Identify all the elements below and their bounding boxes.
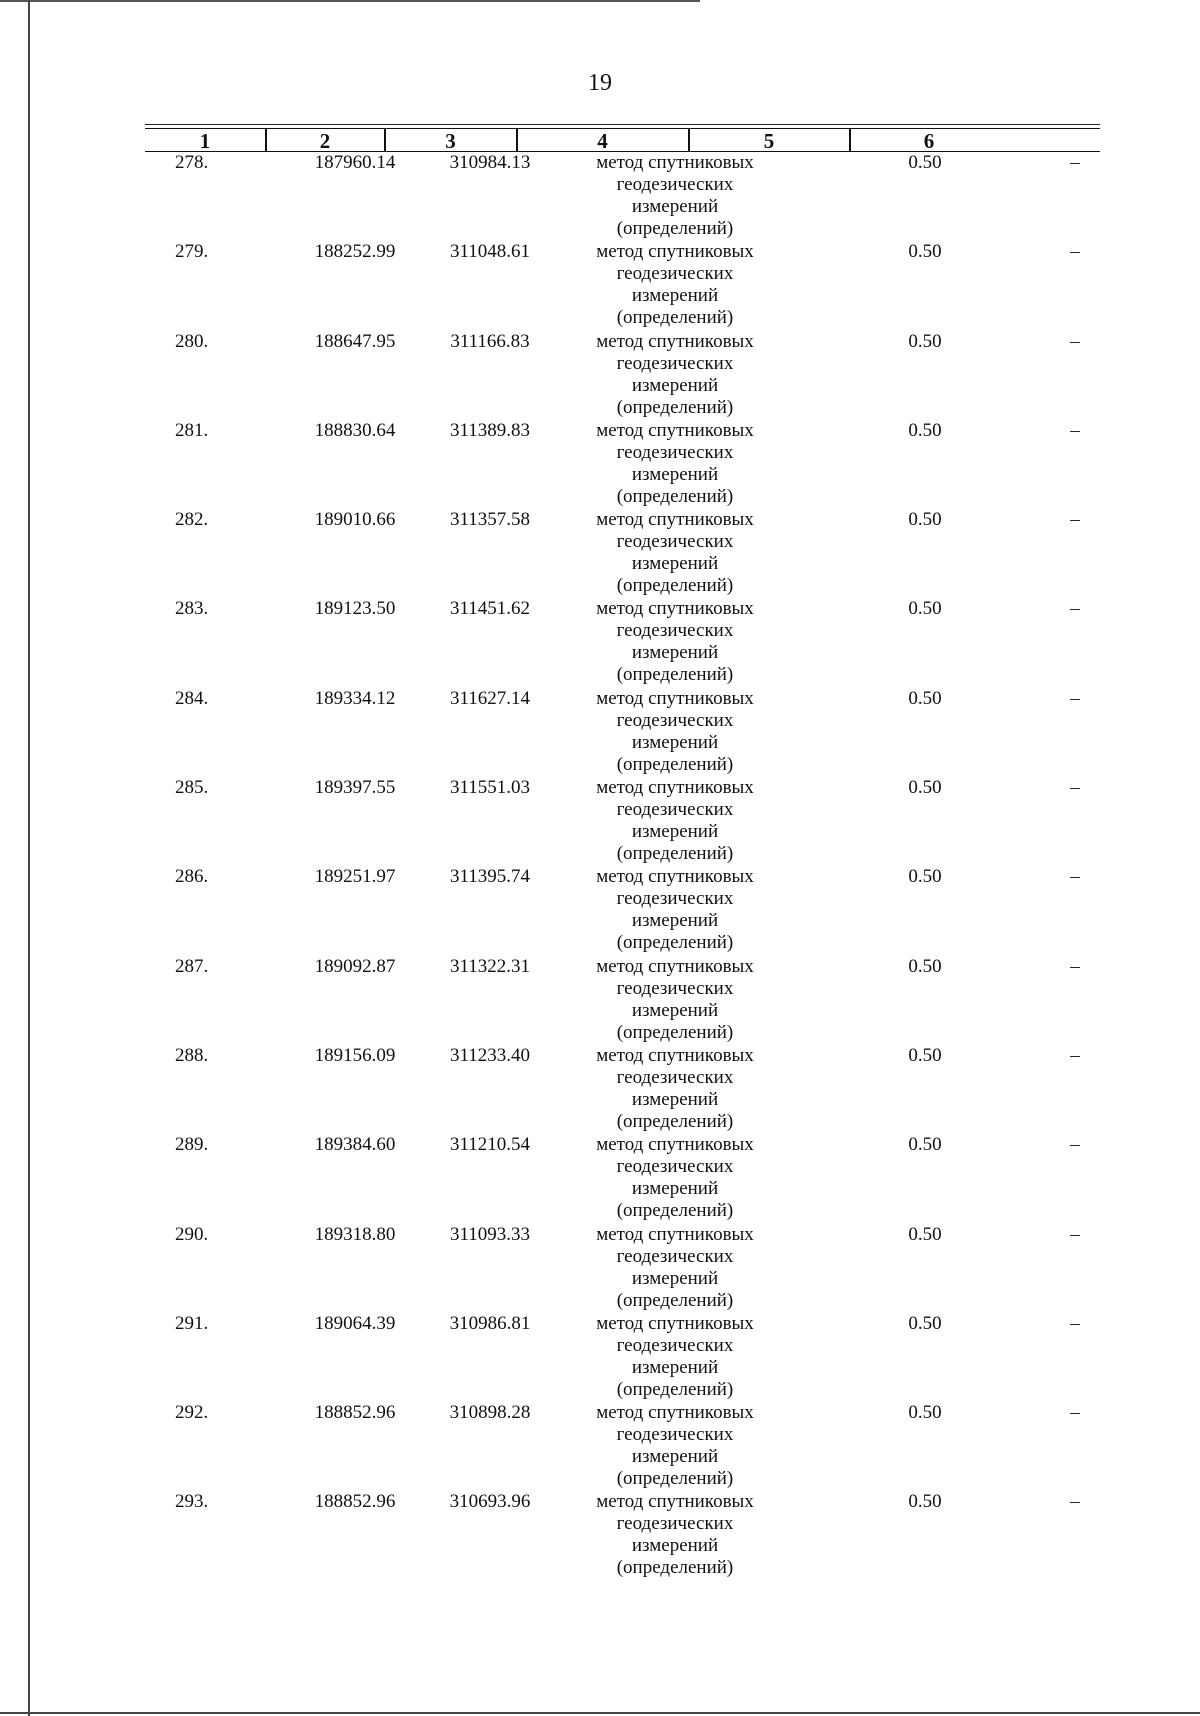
method-line: измерений: [631, 463, 719, 485]
method-line: геодезических: [616, 441, 734, 463]
coordinate-y: 310984.13: [449, 152, 531, 173]
note-dash: –: [1070, 1223, 1080, 1245]
method-line: измерений: [631, 731, 719, 753]
accuracy-value: 0.50: [908, 687, 942, 709]
method-line: измерений: [631, 553, 719, 575]
note-dash: –: [1070, 777, 1080, 799]
table-row: [145, 866, 1100, 955]
scan-edge-left: [28, 0, 30, 1716]
method-description: [555, 241, 795, 329]
method-line: (определений): [616, 575, 734, 597]
coordinate-x: 188647.95: [314, 330, 396, 352]
method-description: [555, 777, 795, 865]
method-line: геодезических: [616, 977, 734, 999]
method-description: [555, 1402, 795, 1490]
method-line: измерений: [631, 910, 719, 932]
method-line: геодезических: [616, 1066, 734, 1088]
coordinate-x: 188852.96: [314, 1402, 396, 1424]
method-line: (определений): [616, 218, 734, 239]
note-dash: –: [1070, 419, 1080, 441]
method-line: метод спутниковых: [596, 152, 754, 173]
coordinate-x: 188830.64: [314, 419, 396, 441]
method-line: метод спутниковых: [596, 777, 754, 799]
method-line: геодезических: [616, 1156, 734, 1178]
note-dash: –: [1070, 241, 1080, 263]
method-line: метод спутниковых: [596, 1402, 754, 1424]
accuracy-value: 0.50: [908, 1134, 942, 1156]
coordinate-x: 189384.60: [314, 1134, 396, 1156]
method-line: метод спутниковых: [596, 955, 754, 977]
note-dash: –: [1070, 866, 1080, 888]
table-row: [145, 1224, 1100, 1313]
coordinate-x: 189010.66: [314, 509, 396, 531]
point-number: 293.: [175, 1491, 209, 1513]
method-line: (определений): [616, 1289, 734, 1311]
coordinate-x: 189092.87: [314, 955, 396, 977]
method-description: [555, 509, 795, 597]
method-line: измерений: [631, 1088, 719, 1110]
coordinate-y: 311166.83: [450, 330, 530, 352]
method-description: [555, 1313, 795, 1401]
coordinate-y: 311048.61: [449, 241, 531, 263]
method-line: (определений): [616, 932, 734, 954]
coordinate-x: 187960.14: [314, 152, 396, 173]
point-number: 292.: [175, 1402, 209, 1424]
table-row: [145, 1045, 1100, 1134]
method-line: геодезических: [616, 1513, 734, 1535]
method-line: измерений: [631, 1267, 719, 1289]
page-number: 19: [588, 70, 612, 96]
coordinate-y: 310898.28: [449, 1402, 531, 1424]
method-line: геодезических: [616, 174, 734, 195]
method-line: геодезических: [616, 709, 734, 731]
method-description: [555, 956, 795, 1044]
note-dash: –: [1070, 509, 1080, 531]
method-line: измерений: [631, 642, 719, 664]
point-number: 288.: [175, 1044, 209, 1066]
point-number: 291.: [175, 1312, 209, 1334]
method-line: геодезических: [616, 799, 734, 821]
coordinate-x: 189064.39: [314, 1312, 396, 1334]
coordinate-y: 311395.74: [449, 866, 531, 888]
point-number: 281.: [175, 419, 209, 441]
accuracy-value: 0.50: [908, 152, 942, 173]
method-line: (определений): [616, 1110, 734, 1132]
method-line: геодезических: [616, 620, 734, 642]
table-row: [145, 598, 1100, 687]
column-header-1: 1: [199, 129, 211, 153]
method-line: геодезических: [616, 1424, 734, 1446]
method-line: метод спутниковых: [596, 330, 754, 352]
method-line: измерений: [631, 1535, 719, 1557]
table-row: [145, 152, 1100, 241]
accuracy-value: 0.50: [908, 1491, 942, 1513]
accuracy-value: 0.50: [908, 1223, 942, 1245]
note-dash: –: [1070, 330, 1080, 352]
accuracy-value: 0.50: [908, 419, 942, 441]
note-dash: –: [1070, 598, 1080, 620]
method-description: [555, 1491, 795, 1579]
method-line: (определений): [616, 485, 734, 507]
method-line: метод спутниковых: [596, 866, 754, 888]
method-line: (определений): [616, 1468, 734, 1490]
note-dash: –: [1070, 687, 1080, 709]
accuracy-value: 0.50: [908, 509, 942, 531]
table-row: [145, 777, 1100, 866]
method-line: геодезических: [616, 1334, 734, 1356]
coordinate-x: 189334.12: [314, 687, 396, 709]
method-description: [555, 1134, 795, 1222]
coordinate-x: 188252.99: [314, 241, 396, 263]
column-header-5: 5: [763, 129, 775, 153]
accuracy-value: 0.50: [908, 1402, 942, 1424]
note-dash: –: [1070, 955, 1080, 977]
method-description: [555, 420, 795, 508]
method-line: метод спутниковых: [596, 1312, 754, 1334]
method-line: геодезических: [616, 531, 734, 553]
method-line: (определений): [616, 396, 734, 418]
coordinate-y: 311389.83: [449, 419, 531, 441]
table-body: [145, 152, 1100, 1581]
table-row: [145, 1313, 1100, 1402]
table-header-row: [145, 128, 1100, 152]
point-number: 285.: [175, 777, 209, 799]
column-header-6: 6: [923, 129, 935, 153]
method-line: (определений): [616, 753, 734, 775]
method-line: метод спутниковых: [596, 1223, 754, 1245]
method-line: геодезических: [616, 888, 734, 910]
method-line: (определений): [616, 307, 734, 329]
method-line: метод спутниковых: [596, 1134, 754, 1156]
point-number: 279.: [175, 241, 209, 263]
note-dash: –: [1070, 1312, 1080, 1334]
coordinate-y: 311627.14: [449, 687, 531, 709]
coordinate-y: 311322.31: [449, 955, 531, 977]
method-line: геодезических: [616, 352, 734, 374]
point-number: 289.: [175, 1134, 209, 1156]
method-line: измерений: [631, 999, 719, 1021]
coordinate-x: 189123.50: [314, 598, 396, 620]
table-row: [145, 1402, 1100, 1491]
coordinate-x: 188852.96: [314, 1491, 396, 1513]
method-line: измерений: [631, 1178, 719, 1200]
method-line: измерений: [631, 1356, 719, 1378]
point-number: 287.: [175, 955, 209, 977]
method-description: [555, 1045, 795, 1133]
coordinate-x: 189156.09: [314, 1044, 396, 1066]
coordinate-y: 310693.96: [449, 1491, 531, 1513]
column-header-2: 2: [319, 129, 331, 153]
table-row: [145, 956, 1100, 1045]
point-number: 282.: [175, 509, 209, 531]
table-row: [145, 1134, 1100, 1223]
method-line: метод спутниковых: [596, 598, 754, 620]
method-line: метод спутниковых: [596, 687, 754, 709]
coordinate-x: 189397.55: [314, 777, 396, 799]
accuracy-value: 0.50: [908, 955, 942, 977]
point-number: 284.: [175, 687, 209, 709]
method-description: [555, 866, 795, 954]
note-dash: –: [1070, 1134, 1080, 1156]
accuracy-value: 0.50: [908, 1312, 942, 1334]
accuracy-value: 0.50: [908, 330, 942, 352]
method-line: геодезических: [616, 263, 734, 285]
point-number: 290.: [175, 1223, 209, 1245]
method-description: [555, 1224, 795, 1312]
point-number: 278.: [175, 152, 209, 173]
point-number: 280.: [175, 330, 209, 352]
table-row: [145, 1491, 1100, 1580]
method-line: метод спутниковых: [596, 1044, 754, 1066]
coordinate-y: 311451.62: [449, 598, 531, 620]
scan-edge-top: [0, 0, 700, 2]
method-line: геодезических: [616, 1245, 734, 1267]
table-top-rule: [145, 124, 1100, 125]
coordinate-y: 311233.40: [449, 1044, 531, 1066]
coordinate-y: 311551.03: [449, 777, 531, 799]
method-line: метод спутниковых: [596, 1491, 754, 1513]
method-line: измерений: [631, 374, 719, 396]
coordinate-y: 311357.58: [449, 509, 531, 531]
method-line: (определений): [616, 1021, 734, 1043]
note-dash: –: [1070, 1402, 1080, 1424]
method-line: (определений): [616, 1557, 734, 1579]
method-line: измерений: [631, 196, 719, 217]
column-header-4: 4: [597, 129, 608, 153]
table-row: [145, 241, 1100, 330]
table-row: [145, 331, 1100, 420]
accuracy-value: 0.50: [908, 1044, 942, 1066]
table-row: [145, 420, 1100, 509]
coordinate-x: 189251.97: [314, 866, 396, 888]
accuracy-value: 0.50: [908, 241, 942, 263]
accuracy-value: 0.50: [908, 777, 942, 799]
method-description: [555, 598, 795, 686]
accuracy-value: 0.50: [908, 598, 942, 620]
coordinate-x: 189318.80: [314, 1223, 396, 1245]
method-line: метод спутниковых: [596, 509, 754, 531]
method-line: (определений): [616, 1378, 734, 1400]
method-line: (определений): [616, 1200, 734, 1222]
method-line: (определений): [616, 843, 734, 865]
method-description: [555, 688, 795, 776]
note-dash: –: [1070, 1491, 1080, 1513]
method-description: [555, 152, 795, 240]
coordinate-y: 311093.33: [449, 1223, 531, 1245]
point-number: 286.: [175, 866, 209, 888]
note-dash: –: [1070, 152, 1080, 173]
point-number: 283.: [175, 598, 209, 620]
note-dash: –: [1070, 1044, 1080, 1066]
method-description: [555, 331, 795, 419]
accuracy-value: 0.50: [908, 866, 942, 888]
table-row: [145, 509, 1100, 598]
coordinate-y: 311210.54: [449, 1134, 531, 1156]
method-line: метод спутниковых: [596, 419, 754, 441]
coordinate-y: 310986.81: [449, 1312, 531, 1334]
method-line: метод спутниковых: [596, 241, 754, 263]
method-line: измерений: [631, 1446, 719, 1468]
scan-edge-bottom: [0, 1712, 1200, 1714]
table-row: [145, 688, 1100, 777]
column-header-3: 3: [445, 129, 456, 153]
method-line: измерений: [631, 821, 719, 843]
method-line: (определений): [616, 664, 734, 686]
method-line: измерений: [631, 285, 719, 307]
